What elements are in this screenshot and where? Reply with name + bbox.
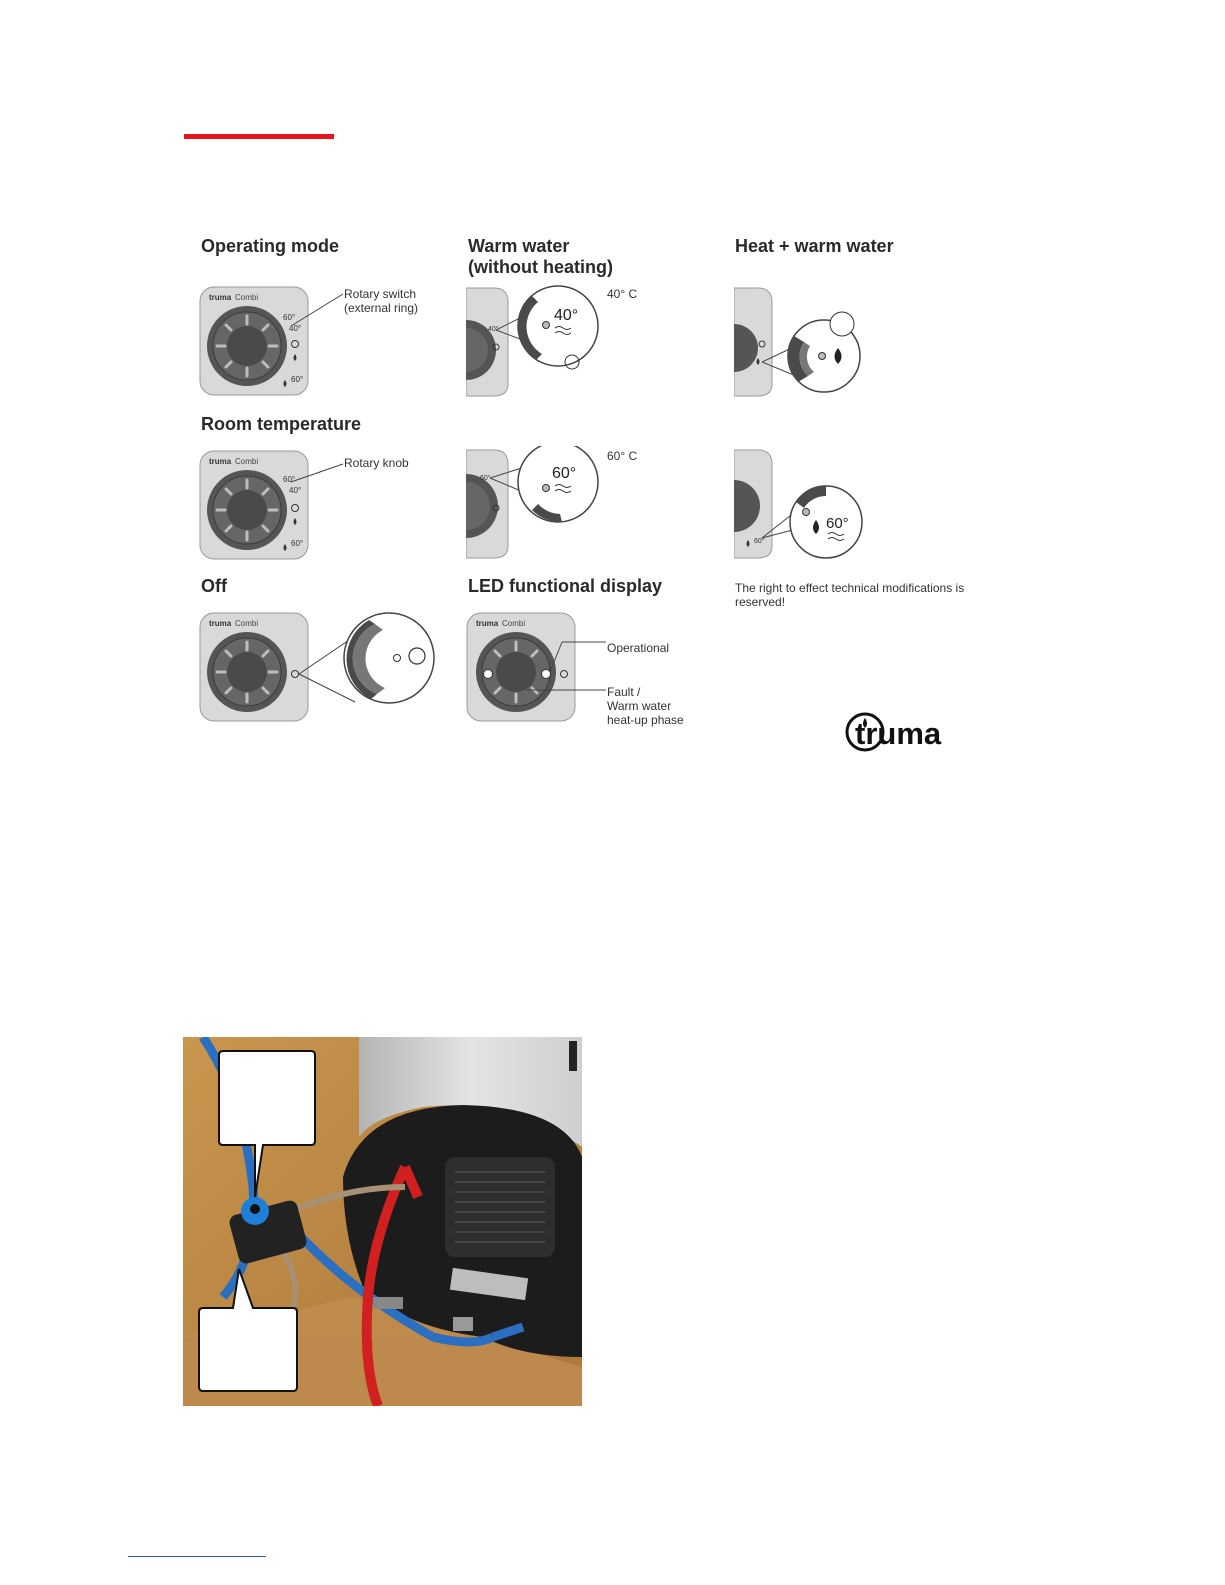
heading-heat-warm-water: Heat + warm water: [735, 236, 894, 256]
footnote-separator: [128, 1556, 266, 1557]
setting-40: 40°: [289, 486, 302, 495]
led-display-illustration: [466, 612, 606, 724]
callout-fault: Fault / Warm water heat-up phase: [607, 685, 684, 727]
heading-warm-water: [468, 236, 613, 278]
callout-operational: Operational: [607, 641, 670, 655]
svg-text:60°: 60°: [480, 475, 491, 482]
boiler-photo: [183, 1037, 582, 1406]
setting-60-heat: 60°: [291, 539, 304, 548]
callout-temp-40: 40° C: [607, 287, 638, 301]
panel-brand: truma: [209, 293, 232, 302]
callout-rotary-knob: Rotary knob: [344, 456, 409, 470]
section-accent-bar: [184, 134, 334, 139]
panel-brand: truma: [209, 457, 232, 466]
heading-warm-water-line2: (without heating): [468, 257, 613, 277]
callout-temp-60: 60° C: [607, 449, 638, 463]
room-temperature-illustration: [199, 450, 429, 562]
callout-rotary-switch: Rotary switch (external ring): [344, 287, 419, 315]
zoom-setting-60: 60°: [552, 465, 577, 482]
svg-text:40°: 40°: [488, 326, 499, 333]
setting-60: 60°: [283, 475, 296, 484]
svg-text:60°: 60°: [754, 538, 765, 545]
logo-text: truma: [855, 716, 942, 751]
heading-off: Off: [201, 576, 227, 596]
heat-warm-water-illustration: [734, 284, 884, 400]
panel-model: Combi: [502, 619, 526, 628]
setting-60: 60°: [283, 313, 296, 322]
off-illustration: [199, 612, 445, 724]
panel-model: Combi: [235, 293, 259, 302]
warm-water-40-illustration: [466, 284, 601, 400]
heading-led-display: LED functional display: [468, 576, 663, 596]
setting-60-heat: 60°: [291, 375, 304, 384]
panel-brand: truma: [209, 619, 232, 628]
setting-40: 40°: [289, 324, 302, 333]
led-right: [542, 670, 551, 679]
zoom-setting-60: 60°: [826, 515, 849, 532]
truma-logo: [845, 710, 985, 752]
heading-warm-water-line1: Warm water: [468, 236, 570, 256]
modification-note: The right to effect technical modifications is reserved!: [735, 581, 965, 609]
panel-model: Combi: [235, 457, 259, 466]
operating-mode-illustration: [199, 286, 429, 398]
led-left: [484, 670, 493, 679]
zoom-circle: [518, 446, 598, 522]
zoom-setting-40: 40°: [554, 307, 579, 324]
warm-water-60-illustration: [466, 446, 601, 562]
heat-warm-water-60-illustration: [734, 446, 884, 562]
heading-operating-mode: Operating mode: [201, 236, 340, 256]
panel-brand: truma: [476, 619, 499, 628]
heading-room-temperature: Room temperature: [201, 414, 362, 434]
panel-model: Combi: [235, 619, 259, 628]
